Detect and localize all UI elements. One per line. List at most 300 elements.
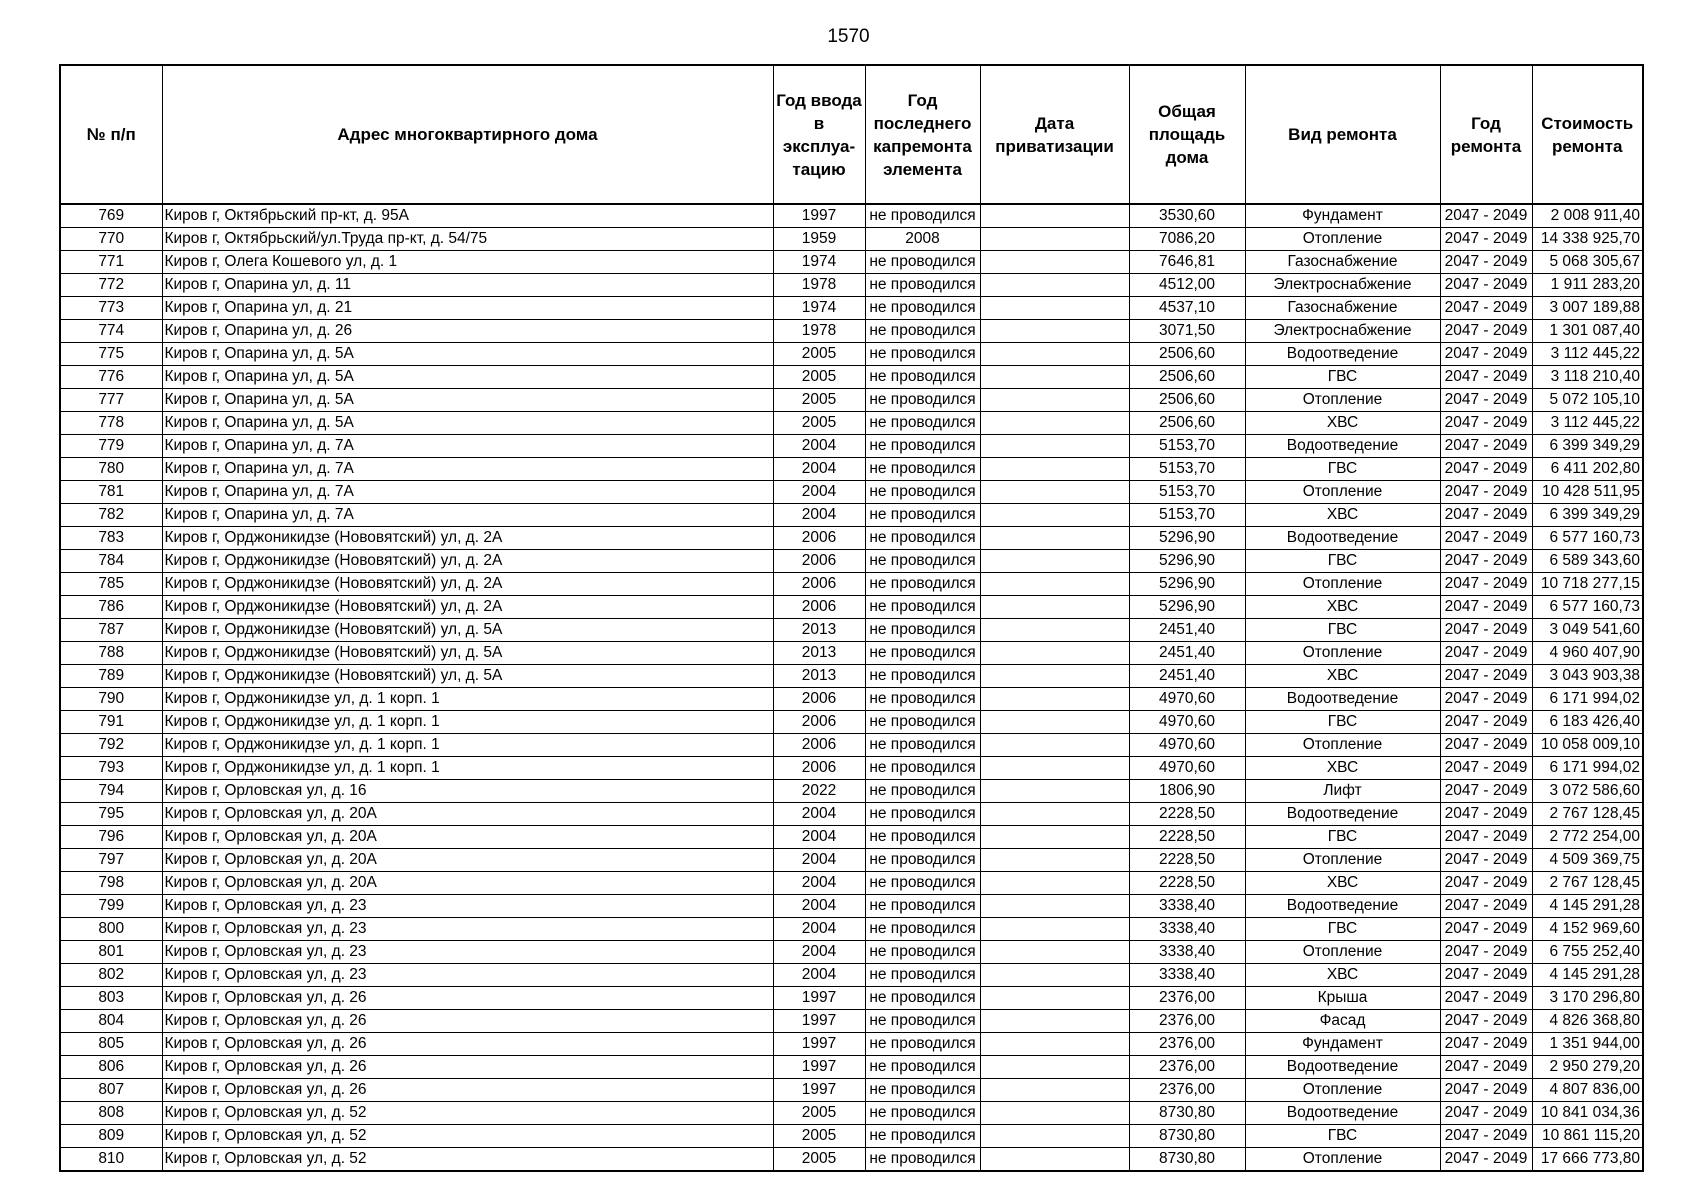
cell-repair-type: Водоотведение (1245, 688, 1440, 711)
cell-privatization (980, 1033, 1129, 1056)
cell-privatization (980, 1056, 1129, 1079)
cell-repair-type: ХВС (1245, 412, 1440, 435)
cell-num: 804 (60, 1010, 162, 1033)
cell-repair-type: Отопление (1245, 573, 1440, 596)
cell-privatization (980, 343, 1129, 366)
cell-repair-year: 2047 - 2049 (1440, 665, 1532, 688)
cell-area: 4512,00 (1129, 274, 1245, 297)
cell-address: Киров г, Орловская ул, д. 20А (162, 803, 773, 826)
cell-privatization (980, 204, 1129, 228)
cell-last-repair: не проводился (865, 780, 980, 803)
cell-repair-year: 2047 - 2049 (1440, 389, 1532, 412)
cell-year-built: 1978 (773, 274, 865, 297)
cell-repair-type: Электроснабжение (1245, 274, 1440, 297)
cell-area: 4970,60 (1129, 734, 1245, 757)
cell-repair-year: 2047 - 2049 (1440, 458, 1532, 481)
cell-num: 781 (60, 481, 162, 504)
table-row (60, 734, 1643, 757)
cell-repair-year: 2047 - 2049 (1440, 1033, 1532, 1056)
cell-area: 2451,40 (1129, 665, 1245, 688)
cell-repair-year: 2047 - 2049 (1440, 1102, 1532, 1125)
cell-repair-year: 2047 - 2049 (1440, 688, 1532, 711)
header-num: № п/п (60, 65, 162, 204)
cell-privatization (980, 688, 1129, 711)
cell-year-built: 1997 (773, 1056, 865, 1079)
cell-address: Киров г, Опарина ул, д. 7А (162, 481, 773, 504)
table-row (60, 1056, 1643, 1079)
cell-address: Киров г, Олега Кошевого ул, д. 1 (162, 251, 773, 274)
cell-num: 780 (60, 458, 162, 481)
cell-last-repair: не проводился (865, 389, 980, 412)
header-last-repair: Год последнего капремонта элемента (865, 65, 980, 204)
cell-last-repair: не проводился (865, 573, 980, 596)
table-row (60, 1102, 1643, 1125)
cell-cost: 6 171 994,02 (1532, 757, 1643, 780)
cell-repair-type: ГВС (1245, 619, 1440, 642)
cell-privatization (980, 734, 1129, 757)
cell-repair-year: 2047 - 2049 (1440, 872, 1532, 895)
cell-address: Киров г, Орджоникидзе (Нововятский) ул, д. 2А (162, 596, 773, 619)
cell-year-built: 2013 (773, 619, 865, 642)
cell-cost: 1 351 944,00 (1532, 1033, 1643, 1056)
cell-privatization (980, 826, 1129, 849)
cell-repair-type: ГВС (1245, 826, 1440, 849)
cell-repair-type: Водоотведение (1245, 803, 1440, 826)
table-row (60, 366, 1643, 389)
cell-address: Киров г, Опарина ул, д. 5А (162, 389, 773, 412)
cell-cost: 6 171 994,02 (1532, 688, 1643, 711)
cell-num: 808 (60, 1102, 162, 1125)
cell-repair-type: ГВС (1245, 366, 1440, 389)
table-row (60, 619, 1643, 642)
cell-privatization (980, 1125, 1129, 1148)
cell-last-repair: не проводился (865, 204, 980, 228)
header-address: Адрес многоквартирного дома (162, 65, 773, 204)
cell-repair-year: 2047 - 2049 (1440, 320, 1532, 343)
cell-repair-type: Фундамент (1245, 1033, 1440, 1056)
cell-last-repair: не проводился (865, 987, 980, 1010)
cell-last-repair: не проводился (865, 343, 980, 366)
cell-last-repair: не проводился (865, 1010, 980, 1033)
cell-repair-type: Водоотведение (1245, 895, 1440, 918)
table-row (60, 343, 1643, 366)
cell-privatization (980, 504, 1129, 527)
cell-year-built: 2006 (773, 550, 865, 573)
cell-repair-type: Водоотведение (1245, 527, 1440, 550)
cell-cost: 6 577 160,73 (1532, 527, 1643, 550)
cell-repair-type: ХВС (1245, 504, 1440, 527)
cell-repair-type: Газоснабжение (1245, 297, 1440, 320)
cell-cost: 3 049 541,60 (1532, 619, 1643, 642)
cell-cost: 6 399 349,29 (1532, 435, 1643, 458)
table-row (60, 458, 1643, 481)
table-row (60, 228, 1643, 251)
cell-repair-type: Отопление (1245, 849, 1440, 872)
cell-num: 779 (60, 435, 162, 458)
cell-last-repair: не проводился (865, 734, 980, 757)
cell-cost: 2 008 911,40 (1532, 204, 1643, 228)
cell-cost: 2 767 128,45 (1532, 803, 1643, 826)
cell-address: Киров г, Орловская ул, д. 52 (162, 1148, 773, 1172)
table-row (60, 941, 1643, 964)
cell-year-built: 2004 (773, 872, 865, 895)
cell-repair-year: 2047 - 2049 (1440, 619, 1532, 642)
cell-address: Киров г, Орловская ул, д. 52 (162, 1125, 773, 1148)
cell-year-built: 2005 (773, 389, 865, 412)
cell-num: 796 (60, 826, 162, 849)
cell-repair-type: Отопление (1245, 481, 1440, 504)
cell-repair-type: ГВС (1245, 1125, 1440, 1148)
cell-last-repair: не проводился (865, 366, 980, 389)
cell-area: 2451,40 (1129, 642, 1245, 665)
header-cost: Стоимость ремонта (1532, 65, 1643, 204)
cell-area: 2376,00 (1129, 1033, 1245, 1056)
cell-cost: 1 911 283,20 (1532, 274, 1643, 297)
cell-cost: 2 772 254,00 (1532, 826, 1643, 849)
cell-repair-type: Водоотведение (1245, 1102, 1440, 1125)
cell-repair-year: 2047 - 2049 (1440, 274, 1532, 297)
cell-num: 806 (60, 1056, 162, 1079)
table-row (60, 1125, 1643, 1148)
cell-year-built: 2004 (773, 481, 865, 504)
cell-num: 794 (60, 780, 162, 803)
cell-privatization (980, 389, 1129, 412)
cell-privatization (980, 596, 1129, 619)
cell-address: Киров г, Орловская ул, д. 20А (162, 826, 773, 849)
cell-cost: 2 767 128,45 (1532, 872, 1643, 895)
table-row (60, 596, 1643, 619)
cell-last-repair: не проводился (865, 1033, 980, 1056)
cell-address: Киров г, Опарина ул, д. 11 (162, 274, 773, 297)
cell-num: 809 (60, 1125, 162, 1148)
cell-year-built: 2006 (773, 711, 865, 734)
cell-privatization (980, 987, 1129, 1010)
cell-year-built: 2006 (773, 734, 865, 757)
cell-privatization (980, 435, 1129, 458)
table-row (60, 849, 1643, 872)
cell-last-repair: не проводился (865, 642, 980, 665)
cell-area: 5153,70 (1129, 458, 1245, 481)
cell-repair-year: 2047 - 2049 (1440, 780, 1532, 803)
cell-year-built: 2004 (773, 826, 865, 849)
cell-privatization (980, 274, 1129, 297)
cell-privatization (980, 1148, 1129, 1172)
cell-privatization (980, 458, 1129, 481)
cell-repair-year: 2047 - 2049 (1440, 987, 1532, 1010)
cell-area: 2506,60 (1129, 343, 1245, 366)
cell-area: 7086,20 (1129, 228, 1245, 251)
cell-address: Киров г, Орджоникидзе (Нововятский) ул, д. 2А (162, 573, 773, 596)
cell-year-built: 2006 (773, 596, 865, 619)
cell-repair-year: 2047 - 2049 (1440, 734, 1532, 757)
table-row (60, 204, 1643, 228)
cell-repair-year: 2047 - 2049 (1440, 596, 1532, 619)
cell-privatization (980, 1010, 1129, 1033)
cell-privatization (980, 1079, 1129, 1102)
table-row (60, 895, 1643, 918)
cell-repair-year: 2047 - 2049 (1440, 297, 1532, 320)
cell-privatization (980, 803, 1129, 826)
cell-address: Киров г, Опарина ул, д. 7А (162, 435, 773, 458)
table-row (60, 688, 1643, 711)
cell-cost: 1 301 087,40 (1532, 320, 1643, 343)
cell-last-repair: не проводился (865, 964, 980, 987)
cell-num: 787 (60, 619, 162, 642)
cell-area: 4970,60 (1129, 711, 1245, 734)
cell-year-built: 2013 (773, 642, 865, 665)
cell-cost: 6 183 426,40 (1532, 711, 1643, 734)
cell-repair-type: ХВС (1245, 665, 1440, 688)
cell-repair-year: 2047 - 2049 (1440, 803, 1532, 826)
cell-privatization (980, 780, 1129, 803)
cell-num: 772 (60, 274, 162, 297)
table-row (60, 1010, 1643, 1033)
cell-year-built: 2006 (773, 527, 865, 550)
cell-last-repair: не проводился (865, 1056, 980, 1079)
cell-repair-year: 2047 - 2049 (1440, 826, 1532, 849)
cell-address: Киров г, Орловская ул, д. 23 (162, 964, 773, 987)
cell-address: Киров г, Орловская ул, д. 26 (162, 1079, 773, 1102)
cell-address: Киров г, Орджоникидзе ул, д. 1 корп. 1 (162, 711, 773, 734)
cell-repair-type: Отопление (1245, 734, 1440, 757)
cell-repair-type: ХВС (1245, 964, 1440, 987)
cell-last-repair: не проводился (865, 504, 980, 527)
cell-repair-type: Водоотведение (1245, 1056, 1440, 1079)
cell-cost: 2 950 279,20 (1532, 1056, 1643, 1079)
cell-year-built: 1997 (773, 1010, 865, 1033)
cell-privatization (980, 251, 1129, 274)
cell-area: 2376,00 (1129, 987, 1245, 1010)
cell-area: 5153,70 (1129, 435, 1245, 458)
cell-num: 799 (60, 895, 162, 918)
cell-cost: 5 068 305,67 (1532, 251, 1643, 274)
cell-num: 790 (60, 688, 162, 711)
table-row (60, 274, 1643, 297)
cell-cost: 10 861 115,20 (1532, 1125, 1643, 1148)
cell-privatization (980, 964, 1129, 987)
cell-area: 4537,10 (1129, 297, 1245, 320)
cell-num: 786 (60, 596, 162, 619)
cell-cost: 3 112 445,22 (1532, 343, 1643, 366)
cell-year-built: 2004 (773, 895, 865, 918)
cell-repair-year: 2047 - 2049 (1440, 1125, 1532, 1148)
cell-last-repair: не проводился (865, 550, 980, 573)
cell-area: 2376,00 (1129, 1079, 1245, 1102)
cell-year-built: 2004 (773, 435, 865, 458)
cell-num: 791 (60, 711, 162, 734)
cell-year-built: 2004 (773, 803, 865, 826)
table-row (60, 780, 1643, 803)
cell-last-repair: не проводился (865, 435, 980, 458)
cell-address: Киров г, Орджоникидзе (Нововятский) ул, д. 2А (162, 550, 773, 573)
cell-num: 789 (60, 665, 162, 688)
cell-repair-year: 2047 - 2049 (1440, 918, 1532, 941)
cell-address: Киров г, Орловская ул, д. 23 (162, 941, 773, 964)
cell-repair-year: 2047 - 2049 (1440, 757, 1532, 780)
cell-num: 775 (60, 343, 162, 366)
cell-num: 803 (60, 987, 162, 1010)
cell-repair-type: Отопление (1245, 228, 1440, 251)
cell-address: Киров г, Орловская ул, д. 23 (162, 918, 773, 941)
cell-privatization (980, 642, 1129, 665)
cell-cost: 6 755 252,40 (1532, 941, 1643, 964)
header-repair-year: Год ремонта (1440, 65, 1532, 204)
cell-last-repair: не проводился (865, 803, 980, 826)
cell-area: 2506,60 (1129, 366, 1245, 389)
cell-privatization (980, 619, 1129, 642)
cell-repair-type: Отопление (1245, 941, 1440, 964)
cell-year-built: 2005 (773, 412, 865, 435)
cell-area: 5153,70 (1129, 481, 1245, 504)
cell-address: Киров г, Орловская ул, д. 20А (162, 872, 773, 895)
cell-address: Киров г, Орджоникидзе (Нововятский) ул, д. 5А (162, 642, 773, 665)
cell-area: 7646,81 (1129, 251, 1245, 274)
cell-address: Киров г, Орджоникидзе (Нововятский) ул, д. 5А (162, 619, 773, 642)
cell-address: Киров г, Опарина ул, д. 7А (162, 458, 773, 481)
cell-num: 793 (60, 757, 162, 780)
table-row (60, 803, 1643, 826)
cell-last-repair: не проводился (865, 895, 980, 918)
cell-repair-year: 2047 - 2049 (1440, 504, 1532, 527)
cell-num: 774 (60, 320, 162, 343)
cell-area: 2228,50 (1129, 826, 1245, 849)
cell-repair-year: 2047 - 2049 (1440, 550, 1532, 573)
cell-num: 792 (60, 734, 162, 757)
cell-year-built: 1997 (773, 1079, 865, 1102)
cell-repair-year: 2047 - 2049 (1440, 964, 1532, 987)
cell-privatization (980, 366, 1129, 389)
cell-num: 795 (60, 803, 162, 826)
cell-last-repair: не проводился (865, 619, 980, 642)
table-row (60, 711, 1643, 734)
cell-area: 3530,60 (1129, 204, 1245, 228)
cell-last-repair: не проводился (865, 849, 980, 872)
cell-last-repair: не проводился (865, 872, 980, 895)
cell-address: Киров г, Орджоникидзе ул, д. 1 корп. 1 (162, 734, 773, 757)
table-row (60, 550, 1643, 573)
cell-area: 5153,70 (1129, 504, 1245, 527)
cell-year-built: 1997 (773, 1033, 865, 1056)
cell-last-repair: не проводился (865, 941, 980, 964)
cell-repair-year: 2047 - 2049 (1440, 412, 1532, 435)
cell-address: Киров г, Опарина ул, д. 5А (162, 343, 773, 366)
cell-repair-type: Фундамент (1245, 204, 1440, 228)
cell-privatization (980, 412, 1129, 435)
cell-repair-year: 2047 - 2049 (1440, 1056, 1532, 1079)
cell-privatization (980, 228, 1129, 251)
cell-year-built: 1997 (773, 204, 865, 228)
cell-privatization (980, 665, 1129, 688)
cell-last-repair: не проводился (865, 251, 980, 274)
cell-area: 2506,60 (1129, 412, 1245, 435)
cell-last-repair: не проводился (865, 665, 980, 688)
cell-repair-year: 2047 - 2049 (1440, 343, 1532, 366)
cell-repair-type: Лифт (1245, 780, 1440, 803)
header-privatization: Дата приватизации (980, 65, 1129, 204)
header-year-built: Год ввода в эксплуа-тацию (773, 65, 865, 204)
cell-cost: 14 338 925,70 (1532, 228, 1643, 251)
cell-num: 805 (60, 1033, 162, 1056)
cell-repair-year: 2047 - 2049 (1440, 573, 1532, 596)
cell-area: 2451,40 (1129, 619, 1245, 642)
cell-cost: 5 072 105,10 (1532, 389, 1643, 412)
cell-year-built: 2004 (773, 941, 865, 964)
cell-last-repair: не проводился (865, 918, 980, 941)
cell-address: Киров г, Опарина ул, д. 21 (162, 297, 773, 320)
table-row (60, 435, 1643, 458)
cell-cost: 6 589 343,60 (1532, 550, 1643, 573)
cell-last-repair: не проводился (865, 297, 980, 320)
cell-year-built: 2006 (773, 573, 865, 596)
cell-area: 3338,40 (1129, 941, 1245, 964)
cell-repair-type: Отопление (1245, 1148, 1440, 1172)
cell-last-repair: не проводился (865, 1125, 980, 1148)
cell-privatization (980, 918, 1129, 941)
cell-cost: 6 399 349,29 (1532, 504, 1643, 527)
header-area: Общая площадь дома (1129, 65, 1245, 204)
table-row (60, 251, 1643, 274)
cell-address: Киров г, Орловская ул, д. 26 (162, 1033, 773, 1056)
cell-year-built: 1997 (773, 987, 865, 1010)
cell-privatization (980, 895, 1129, 918)
cell-repair-year: 2047 - 2049 (1440, 849, 1532, 872)
cell-privatization (980, 527, 1129, 550)
cell-year-built: 1974 (773, 297, 865, 320)
cell-cost: 6 411 202,80 (1532, 458, 1643, 481)
cell-repair-type: Водоотведение (1245, 435, 1440, 458)
repair-schedule-table (59, 64, 1644, 1172)
cell-area: 8730,80 (1129, 1148, 1245, 1172)
cell-repair-year: 2047 - 2049 (1440, 527, 1532, 550)
cell-address: Киров г, Опарина ул, д. 26 (162, 320, 773, 343)
page-number: 1570 (827, 26, 870, 47)
table-row (60, 297, 1643, 320)
cell-privatization (980, 320, 1129, 343)
cell-repair-type: Водоотведение (1245, 343, 1440, 366)
cell-address: Киров г, Опарина ул, д. 7А (162, 504, 773, 527)
cell-repair-year: 2047 - 2049 (1440, 251, 1532, 274)
cell-num: 784 (60, 550, 162, 573)
table-row (60, 964, 1643, 987)
cell-repair-type: Электроснабжение (1245, 320, 1440, 343)
cell-repair-type: Отопление (1245, 389, 1440, 412)
cell-num: 783 (60, 527, 162, 550)
table-row (60, 504, 1643, 527)
cell-repair-year: 2047 - 2049 (1440, 941, 1532, 964)
header-repair-type: Вид ремонта (1245, 65, 1440, 204)
cell-year-built: 2006 (773, 688, 865, 711)
cell-area: 3338,40 (1129, 895, 1245, 918)
cell-cost: 3 007 189,88 (1532, 297, 1643, 320)
cell-address: Киров г, Орджоникидзе (Нововятский) ул, д. 5А (162, 665, 773, 688)
cell-area: 4970,60 (1129, 757, 1245, 780)
cell-num: 782 (60, 504, 162, 527)
table-row (60, 1079, 1643, 1102)
cell-num: 801 (60, 941, 162, 964)
cell-repair-type: Газоснабжение (1245, 251, 1440, 274)
cell-area: 2228,50 (1129, 849, 1245, 872)
cell-repair-year: 2047 - 2049 (1440, 1148, 1532, 1172)
table-row (60, 826, 1643, 849)
cell-address: Киров г, Орджоникидзе ул, д. 1 корп. 1 (162, 688, 773, 711)
cell-area: 2506,60 (1129, 389, 1245, 412)
cell-privatization (980, 849, 1129, 872)
table-header-row (60, 65, 1643, 204)
cell-year-built: 2004 (773, 504, 865, 527)
cell-year-built: 2004 (773, 964, 865, 987)
cell-year-built: 2013 (773, 665, 865, 688)
cell-repair-year: 2047 - 2049 (1440, 435, 1532, 458)
